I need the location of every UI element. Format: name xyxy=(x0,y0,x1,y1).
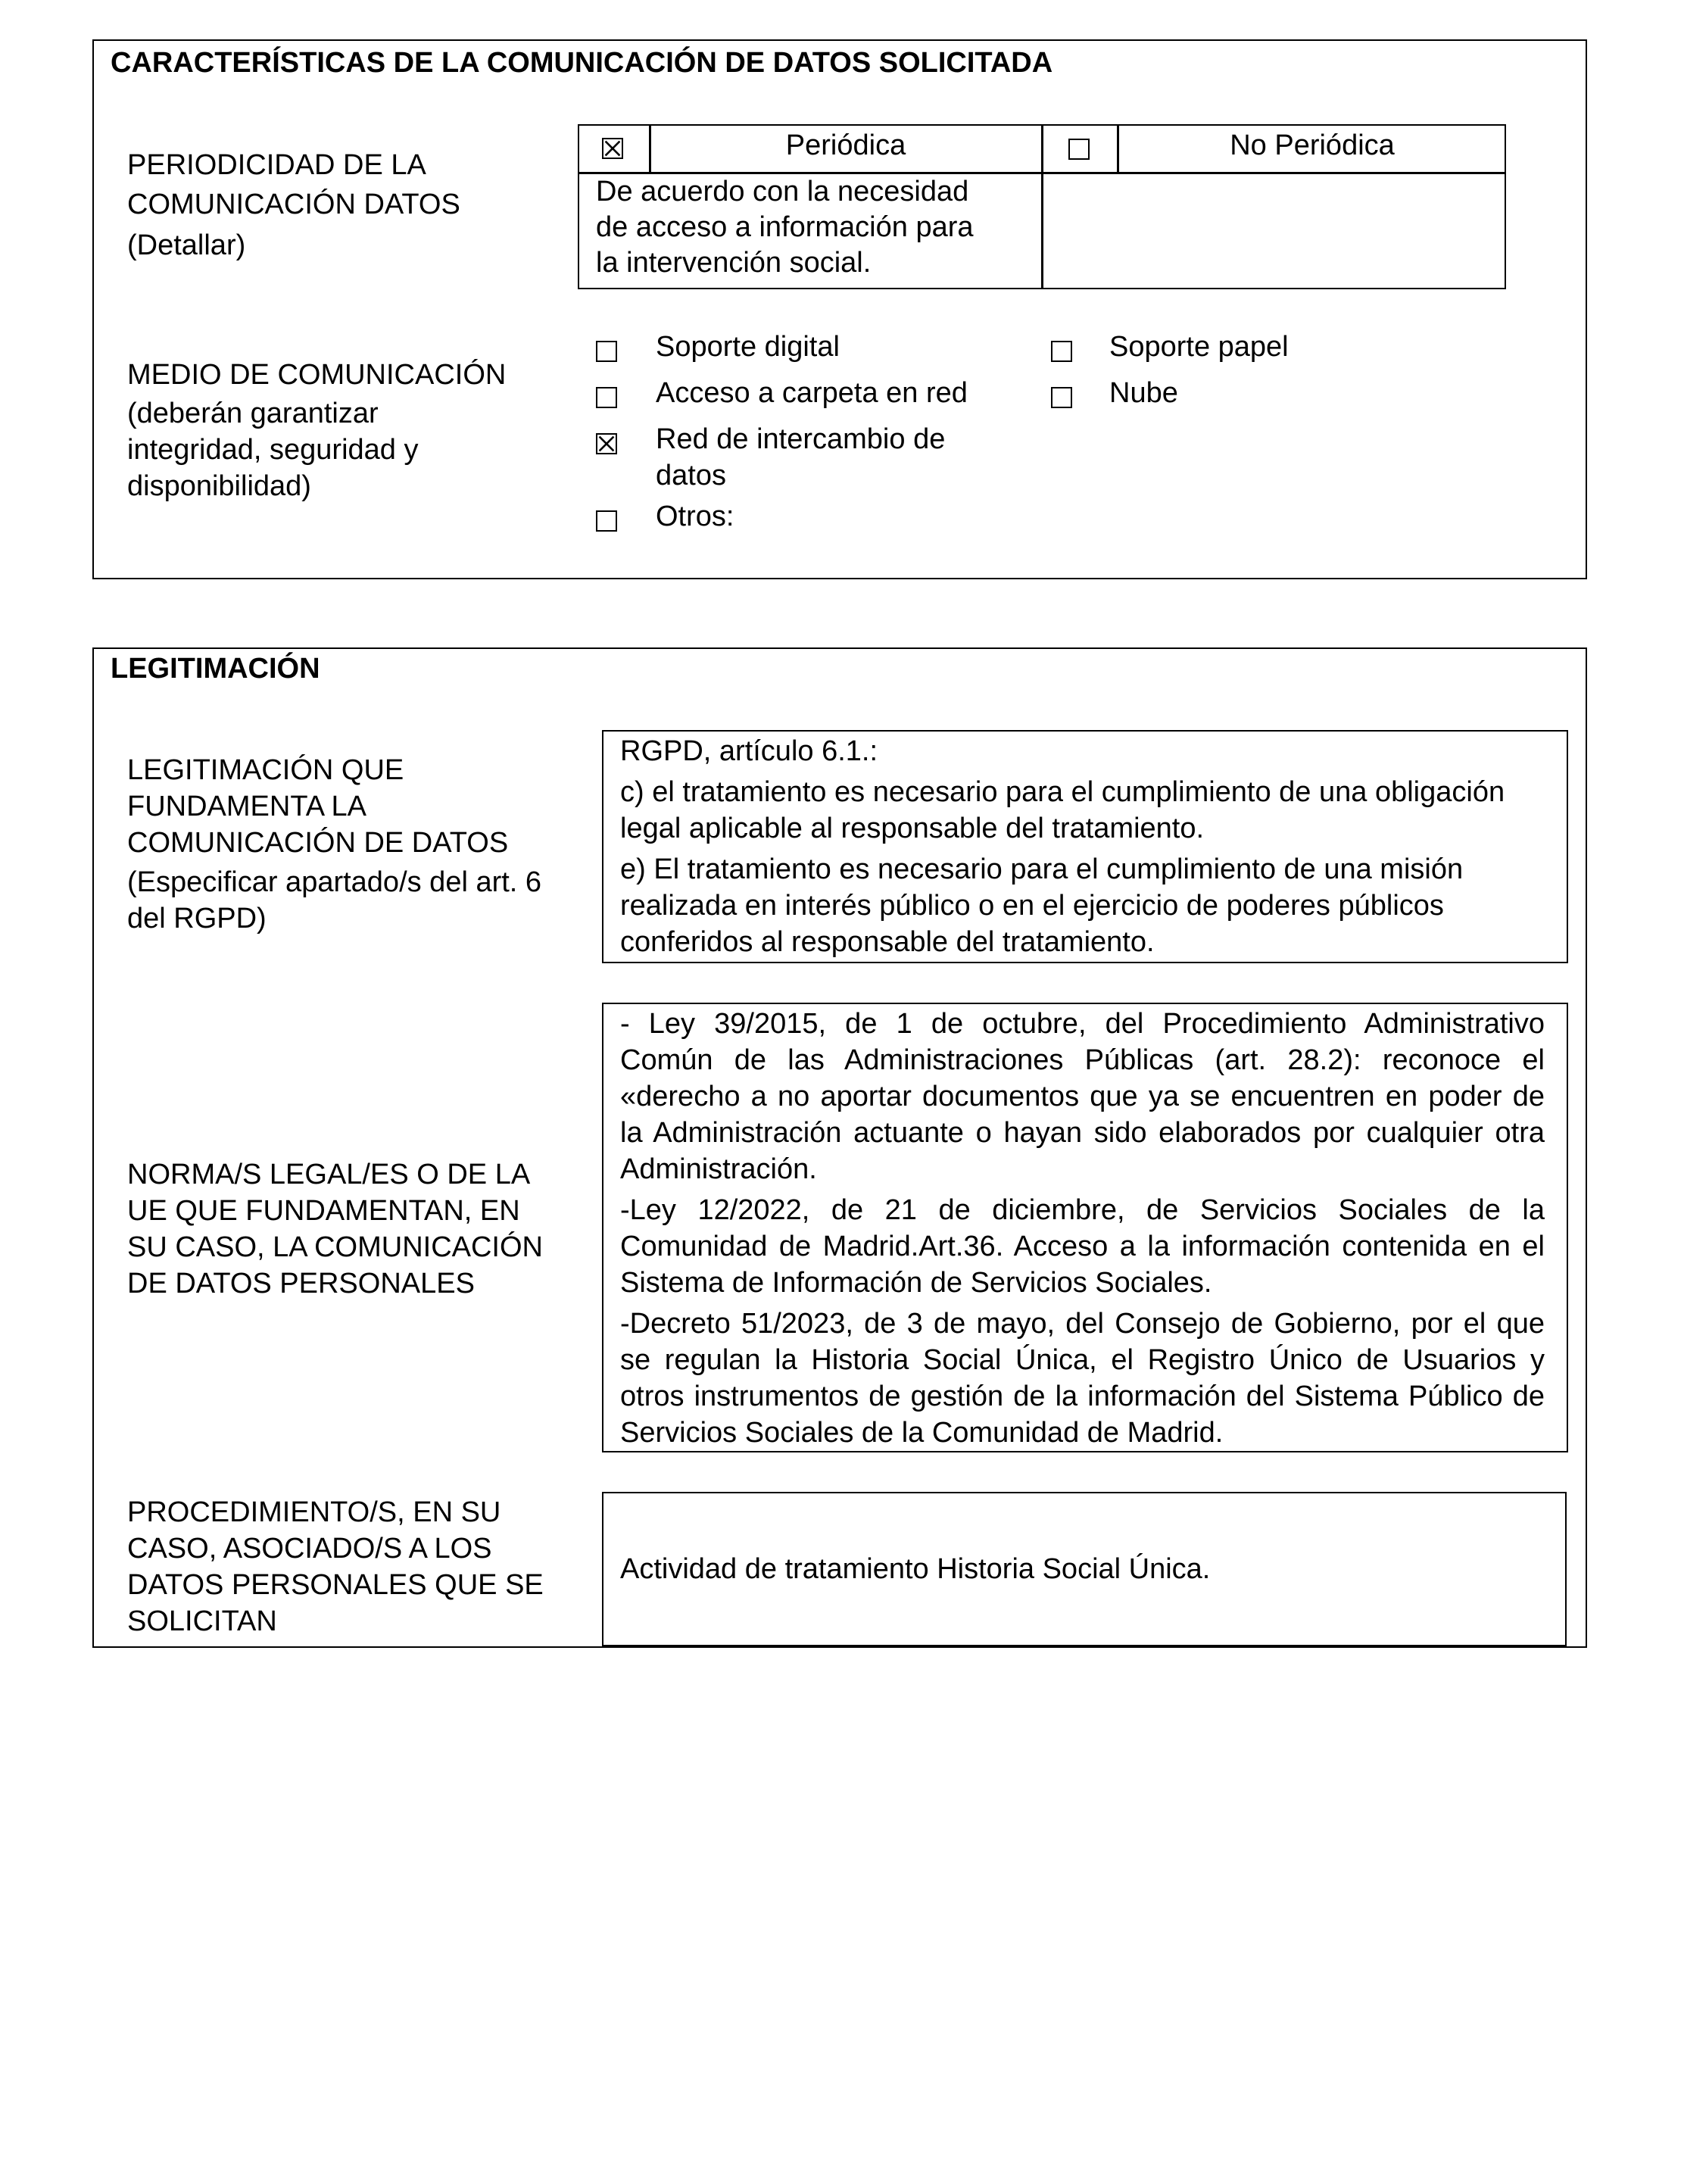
characteristics-title: CARACTERÍSTICAS DE LA COMUNICACIÓN DE DATOS SOLICITADA xyxy=(111,47,1053,79)
medium-label: MEDIO DE COMUNICACIÓN (deberán garantizar integridad, seguridad y disponibilidad) xyxy=(127,359,507,502)
basis-paragraph: c) el tratamiento es necesario para el cumplimiento de una obligación legal aplicable al responsable del tratamiento. xyxy=(620,776,1505,844)
norms-label: NORMA/S LEGAL/ES O DE LA UE QUE FUNDAMENTAN, EN SU CASO, LA COMUNICACIÓN DE DATOS PERSONALES xyxy=(127,1159,543,1299)
digital-support-checkbox[interactable] xyxy=(596,341,617,362)
exchange-network-checkbox[interactable] xyxy=(596,433,617,454)
others-label: Otros: xyxy=(656,501,734,532)
exchange-network-label: Red de intercambio de datos xyxy=(656,423,946,491)
norms-paragraph: -Ley 12/2022, de 21 de diciembre, de Servicios Sociales de la Comunidad de Madrid.Art.36. Acceso a la información contenida en el Sistema de Información de Servicios Sociales. xyxy=(620,1194,1545,1299)
norms-paragraph: - Ley 39/2015, de 1 de octubre, del Procedimiento Administrativo Común de las Administraciones Públicas (art. 28.2): reconoce el «derecho a no aportar documentos que ya se encuentren en poder de la Administración actuante o hayan sido elaborados por cualquier otra Administración. xyxy=(620,1008,1545,1185)
periodic-checkbox[interactable] xyxy=(602,138,623,159)
periodicity-label: PERIODICIDAD DE LA COMUNICACIÓN DATOS (Detallar) xyxy=(127,149,460,261)
periodic-label: Periódica xyxy=(785,129,906,161)
non-periodic-label: No Periódica xyxy=(1230,129,1395,161)
basis-label: LEGITIMACIÓN QUE FUNDAMENTA LA COMUNICACIÓN DE DATOS (Especificar apartado/s del art. 6 del RGPD) xyxy=(127,754,542,934)
norms-text xyxy=(620,1006,1545,1451)
network-folder-label: Acceso a carpeta en red xyxy=(656,377,968,409)
network-folder-checkbox[interactable] xyxy=(596,387,617,408)
paper-support-label: Soporte papel xyxy=(1109,331,1289,363)
procedures-label: PROCEDIMIENTO/S, EN SU CASO, ASOCIADO/S A LOS DATOS PERSONALES QUE SE SOLICITAN xyxy=(127,1496,544,1637)
others-checkbox[interactable] xyxy=(596,510,617,532)
periodicity-detail: De acuerdo con la necesidad de acceso a información para la intervención social. xyxy=(596,176,974,279)
digital-support-label: Soporte digital xyxy=(656,331,840,363)
legitimation-title: LEGITIMACIÓN xyxy=(111,653,320,685)
cloud-checkbox[interactable] xyxy=(1051,387,1072,408)
non-periodic-checkbox[interactable] xyxy=(1068,139,1090,160)
norms-paragraph: -Decreto 51/2023, de 3 de mayo, del Consejo de Gobierno, por el que se regulan la Historia Social Única, el Registro Único de Usuarios y otros instrumentos de gestión de la información del Sistema Público de Servicios Sociales de la Comunidad de Madrid. xyxy=(620,1308,1545,1449)
paper-support-checkbox[interactable] xyxy=(1051,341,1072,362)
cloud-label: Nube xyxy=(1109,377,1178,409)
basis-text xyxy=(620,733,1551,960)
basis-paragraph: RGPD, artículo 6.1.: xyxy=(620,735,878,767)
checked-mark-icon xyxy=(597,435,616,453)
checked-mark-icon xyxy=(603,139,622,158)
basis-paragraph: e) El tratamiento es necesario para el cumplimiento de una misión realizada en interés público o en el ejercicio de poderes públicos conferidos al responsable del tratamiento. xyxy=(620,853,1464,958)
procedures-text: Actividad de tratamiento Historia Social Única. xyxy=(620,1553,1211,1585)
